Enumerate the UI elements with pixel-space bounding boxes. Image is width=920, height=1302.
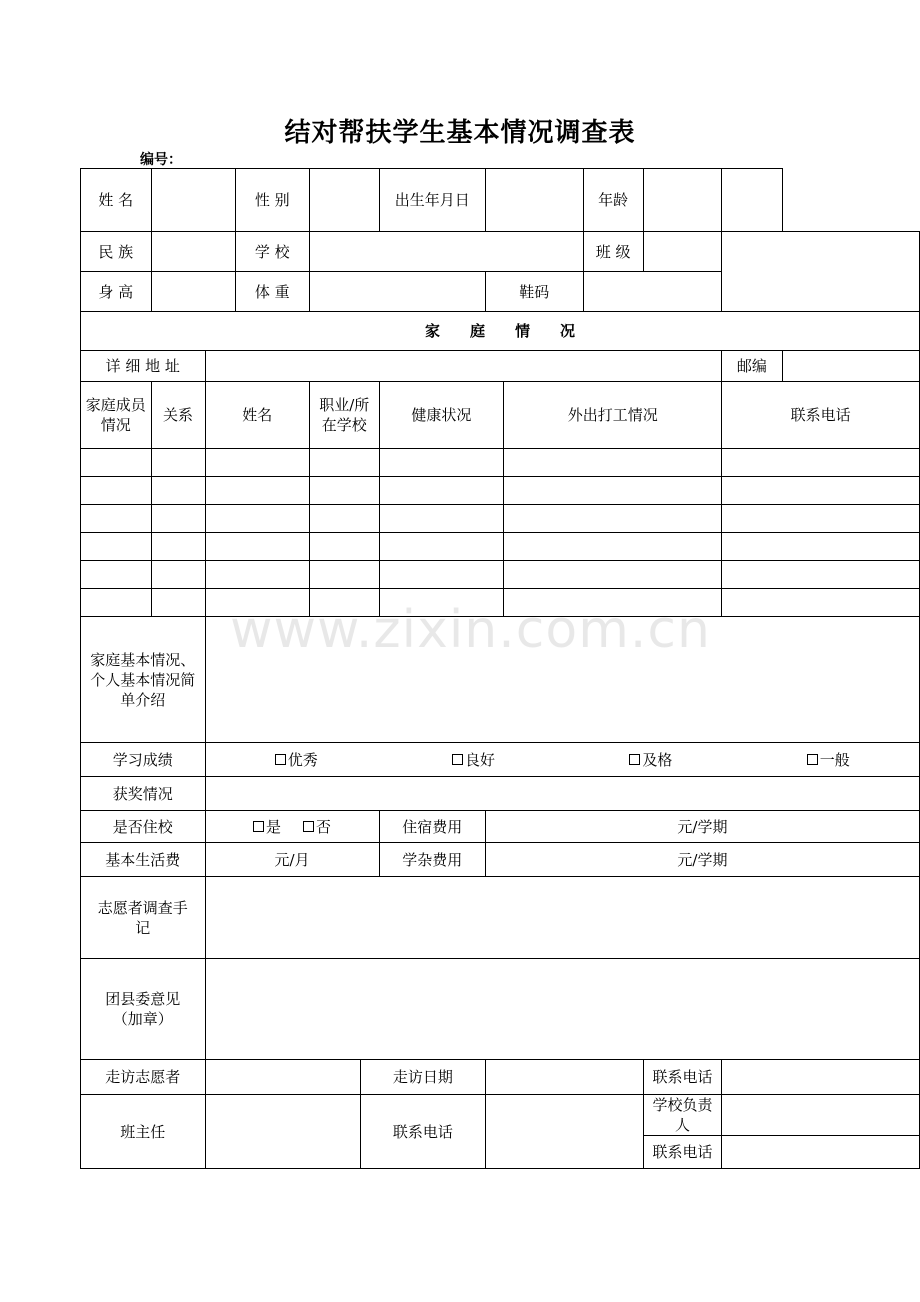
- member-cell[interactable]: [309, 533, 379, 561]
- member-cell[interactable]: [379, 477, 504, 505]
- members-header-row: [81, 382, 920, 449]
- weight-label: 体 重: [235, 272, 309, 312]
- gender-label: 性 别: [235, 169, 309, 232]
- boarding-option-label: 否: [316, 817, 332, 836]
- visit-phone-label: 联系电话: [643, 1060, 721, 1095]
- awards-row: [81, 777, 920, 811]
- postcode-label: 邮编: [722, 351, 782, 382]
- basic-info-row-2: [81, 232, 920, 272]
- grades-options: [205, 743, 919, 777]
- awards-field[interactable]: [205, 777, 919, 811]
- address-field[interactable]: [205, 351, 722, 382]
- visit-phone-field[interactable]: [722, 1060, 920, 1095]
- family-section-heading: 家 庭 情 况: [81, 312, 920, 351]
- member-cell[interactable]: [722, 505, 920, 533]
- living-cost-label: 基本生活费: [81, 843, 206, 877]
- member-cell[interactable]: [379, 589, 504, 617]
- family-section-row: [81, 312, 920, 351]
- watermark: www.zixin.com.cn: [230, 600, 711, 660]
- gender-field[interactable]: [309, 169, 379, 232]
- ethnicity-field[interactable]: [151, 232, 235, 272]
- principal-label: 学校负责人: [643, 1095, 721, 1136]
- grades-row: [81, 743, 920, 777]
- member-cell[interactable]: [205, 477, 309, 505]
- address-row: [81, 351, 920, 382]
- birth-date-field[interactable]: [485, 169, 583, 232]
- address-label: 详 细 地 址: [81, 351, 206, 382]
- intro-field[interactable]: [205, 617, 919, 743]
- grade-option-label: 优秀: [287, 750, 318, 769]
- boarding-label: 是否住校: [81, 811, 206, 843]
- volunteer-notes-row: [81, 877, 920, 959]
- checkbox-icon: [807, 754, 818, 765]
- member-cell[interactable]: [151, 533, 205, 561]
- member-cell[interactable]: [309, 449, 379, 477]
- member-cell[interactable]: [722, 449, 920, 477]
- visit-date-field[interactable]: [485, 1060, 643, 1095]
- member-cell[interactable]: [81, 449, 152, 477]
- head-teacher-field[interactable]: [205, 1095, 360, 1169]
- member-cell[interactable]: [81, 533, 152, 561]
- member-cell[interactable]: [504, 533, 722, 561]
- checkbox-icon: [275, 754, 286, 765]
- member-cell[interactable]: [504, 449, 722, 477]
- member-cell[interactable]: [379, 449, 504, 477]
- awards-label: 获奖情况: [81, 777, 206, 811]
- member-row: [81, 589, 920, 617]
- visit-volunteer-field[interactable]: [205, 1060, 360, 1095]
- member-cell[interactable]: [81, 477, 152, 505]
- boarding-options: [205, 811, 379, 843]
- boarding-option-no[interactable]: [303, 817, 331, 837]
- member-cell[interactable]: [504, 505, 722, 533]
- visit-date-label: 走访日期: [360, 1060, 485, 1095]
- member-row: [81, 449, 920, 477]
- name-label: 姓 名: [81, 169, 152, 232]
- member-cell[interactable]: [205, 561, 309, 589]
- head-teacher-label: 班主任: [81, 1095, 206, 1169]
- age-field[interactable]: [643, 169, 721, 232]
- member-cell[interactable]: [722, 477, 920, 505]
- photo-field[interactable]: [722, 232, 920, 312]
- member-cell[interactable]: [151, 589, 205, 617]
- shoe-size-field[interactable]: [583, 272, 722, 312]
- member-cell[interactable]: [151, 449, 205, 477]
- member-row: [81, 533, 920, 561]
- checkbox-icon: [452, 754, 463, 765]
- shoe-size-label: 鞋码: [485, 272, 583, 312]
- basic-info-row-1: [81, 169, 920, 232]
- member-cell[interactable]: [81, 505, 152, 533]
- grades-label: 学习成绩: [81, 743, 206, 777]
- age-label: 年龄: [583, 169, 643, 232]
- checkbox-icon: [303, 821, 314, 832]
- living-cost-field[interactable]: 元/月: [205, 843, 379, 877]
- boarding-option-yes[interactable]: [253, 817, 281, 837]
- member-cell[interactable]: [205, 533, 309, 561]
- boarding-fee-label: 住宿费用: [379, 811, 485, 843]
- members-header-health: 健康状况: [379, 382, 504, 449]
- intro-row: [81, 617, 920, 743]
- member-cell[interactable]: [151, 505, 205, 533]
- member-cell[interactable]: [309, 589, 379, 617]
- boarding-row: [81, 811, 920, 843]
- members-header-name: 姓名: [205, 382, 309, 449]
- member-cell[interactable]: [504, 561, 722, 589]
- member-cell[interactable]: [504, 589, 722, 617]
- grade-option-pass[interactable]: [629, 750, 672, 770]
- tuition-field[interactable]: 元/学期: [485, 843, 919, 877]
- blank-margin: [782, 169, 919, 232]
- checkbox-icon: [253, 821, 264, 832]
- checkbox-icon: [629, 754, 640, 765]
- visit-volunteer-label: 走访志愿者: [81, 1060, 206, 1095]
- members-header-group: 家庭成员情况: [81, 382, 152, 449]
- birth-date-label: 出生年月日: [379, 169, 485, 232]
- member-cell[interactable]: [205, 589, 309, 617]
- member-cell[interactable]: [309, 505, 379, 533]
- intro-label: 家庭基本情况、个人基本情况简单介绍: [81, 617, 206, 743]
- committee-row: [81, 959, 920, 1060]
- grade-option-average[interactable]: [807, 750, 850, 770]
- member-cell[interactable]: [379, 561, 504, 589]
- head-teacher-phone-label: 联系电话: [360, 1095, 485, 1169]
- member-cell[interactable]: [722, 561, 920, 589]
- member-cell[interactable]: [151, 561, 205, 589]
- member-cell[interactable]: [504, 477, 722, 505]
- member-cell[interactable]: [309, 561, 379, 589]
- volunteer-notes-label: 志愿者调查手记: [81, 877, 206, 959]
- member-cell[interactable]: [379, 505, 504, 533]
- grade-option-excellent[interactable]: [275, 750, 318, 770]
- committee-label: 团县委意见（加章）: [81, 959, 206, 1060]
- ethnicity-label: 民 族: [81, 232, 152, 272]
- visit-row: [81, 1060, 920, 1095]
- member-row: [81, 561, 920, 589]
- member-cell[interactable]: [722, 533, 920, 561]
- members-header-work-away: 外出打工情况: [504, 382, 722, 449]
- members-header-phone: 联系电话: [722, 382, 920, 449]
- members-header-relation: 关系: [151, 382, 205, 449]
- survey-form-table: [80, 168, 920, 1169]
- class-field[interactable]: [643, 232, 721, 272]
- weight-field[interactable]: [309, 272, 485, 312]
- member-cell[interactable]: [151, 477, 205, 505]
- member-cell[interactable]: [81, 589, 152, 617]
- member-cell[interactable]: [309, 477, 379, 505]
- serial-number-label: 编号：: [140, 152, 182, 168]
- boarding-option-label: 是: [266, 817, 282, 836]
- postcode-field[interactable]: [782, 351, 919, 382]
- boarding-fee-field[interactable]: 元/学期: [485, 811, 919, 843]
- teacher-row-1: [81, 1095, 920, 1136]
- principal-field[interactable]: [722, 1095, 920, 1136]
- height-field[interactable]: [151, 272, 235, 312]
- form-title: 结对帮扶学生基本情况调查表: [284, 118, 636, 148]
- living-cost-row: [81, 843, 920, 877]
- members-header-occupation: 职业/所在学校: [309, 382, 379, 449]
- member-cell[interactable]: [379, 533, 504, 561]
- height-label: 身 高: [81, 272, 152, 312]
- grade-option-good[interactable]: [452, 750, 495, 770]
- member-row: [81, 505, 920, 533]
- school-field[interactable]: [309, 232, 583, 272]
- principal-phone-field[interactable]: [722, 1136, 920, 1169]
- school-label: 学 校: [235, 232, 309, 272]
- name-field[interactable]: [151, 169, 235, 232]
- member-row: [81, 477, 920, 505]
- grade-option-label: 一般: [819, 750, 850, 769]
- tuition-label: 学杂费用: [379, 843, 485, 877]
- head-teacher-phone-field[interactable]: [485, 1095, 643, 1169]
- member-cell[interactable]: [81, 561, 152, 589]
- grade-option-label: 及格: [642, 750, 673, 769]
- member-cell[interactable]: [205, 449, 309, 477]
- principal-phone-label: 联系电话: [643, 1136, 721, 1169]
- grade-option-label: 良好: [465, 750, 496, 769]
- class-label: 班 级: [583, 232, 643, 272]
- committee-field[interactable]: [205, 959, 919, 1060]
- member-cell[interactable]: [722, 589, 920, 617]
- member-cell[interactable]: [205, 505, 309, 533]
- volunteer-notes-field[interactable]: [205, 877, 919, 959]
- photo-field-top[interactable]: [722, 169, 782, 232]
